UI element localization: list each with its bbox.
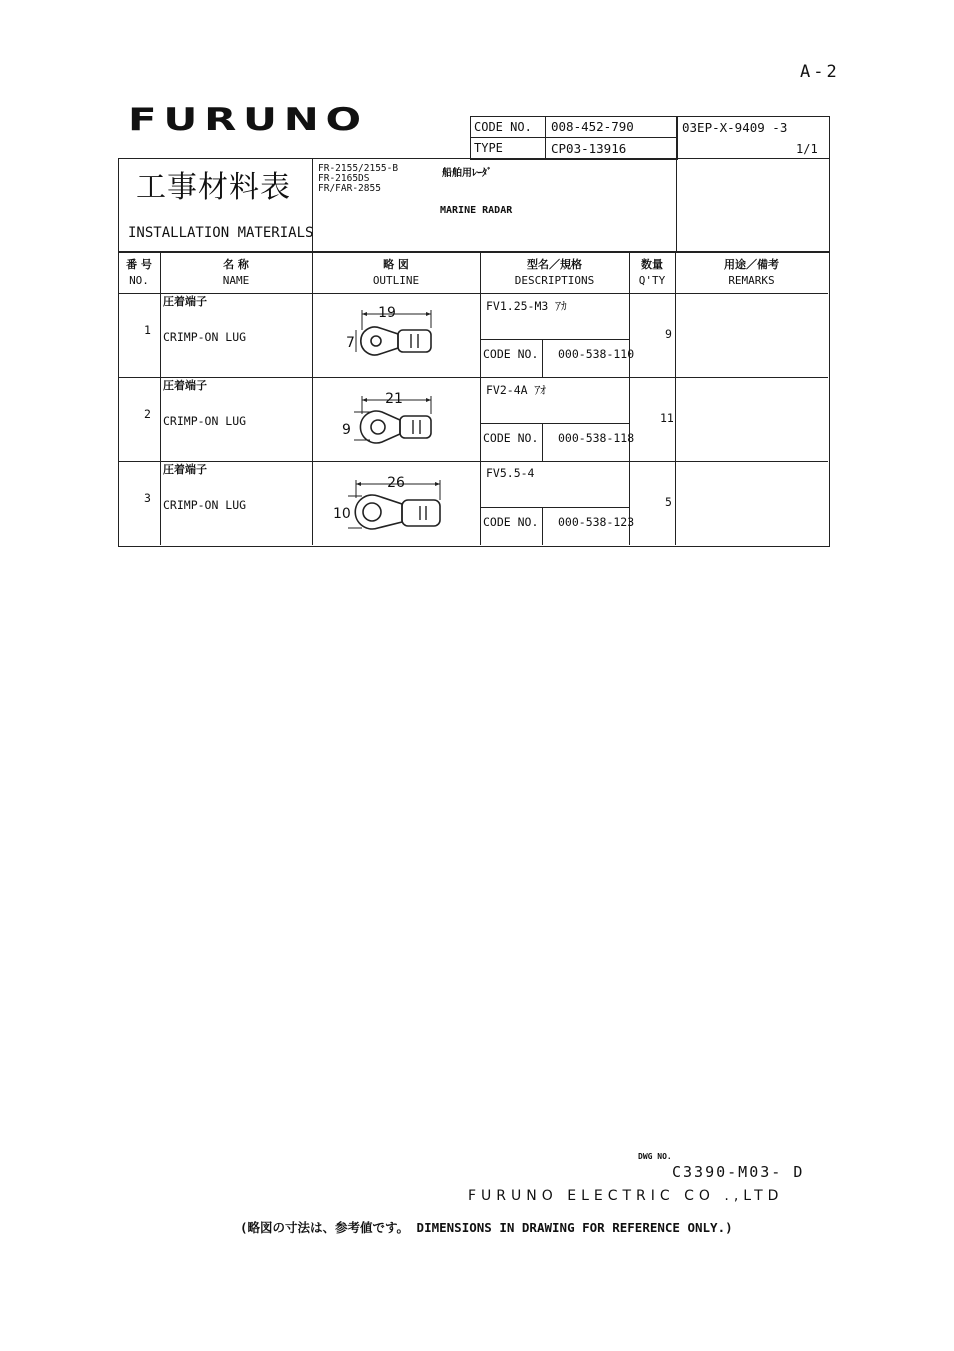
column-outline-en: OUTLINE: [372, 274, 420, 287]
column-header-outline: [312, 256, 480, 287]
model-1: FR-2155/2155-B: [318, 163, 399, 174]
item-qty: 5: [665, 495, 672, 509]
outline-length: 21: [385, 391, 403, 407]
crimp-lug-drawing: [336, 386, 446, 448]
item-code: 000-538-123: [558, 515, 635, 529]
item-name-en: CRIMP-ON LUG: [163, 330, 247, 344]
column-no-en: NO.: [129, 274, 149, 287]
item-name-jp: 圧着端子: [163, 295, 207, 308]
column-header-remarks: [675, 256, 828, 287]
column-header-name: [160, 256, 312, 287]
item-name-en: CRIMP-ON LUG: [163, 498, 247, 512]
outline-length: 19: [378, 305, 396, 321]
title-english: INSTALLATION MATERIALS: [128, 225, 314, 241]
code-label: CODE NO.: [483, 431, 539, 445]
column-qty-en: Q'TY: [638, 274, 666, 287]
outline-width: 7: [346, 335, 355, 351]
type-value: CP03-13916: [551, 141, 627, 156]
type-label: TYPE: [474, 141, 503, 155]
item-name-en: CRIMP-ON LUG: [163, 414, 247, 428]
column-qty-jp: 数量: [641, 258, 663, 271]
code-label: CODE NO.: [483, 347, 539, 361]
item-qty: 9: [665, 327, 672, 341]
item-number: 2: [144, 407, 151, 421]
item-code: 000-538-118: [558, 431, 635, 445]
column-name-jp: 名 称: [223, 258, 249, 271]
logo-text: FURUNO: [128, 102, 368, 138]
page-number: A-2: [800, 62, 840, 82]
column-no-jp: 番 号: [126, 258, 152, 271]
model-2: FR-2165DS: [318, 173, 370, 184]
code-label: CODE NO.: [474, 120, 532, 134]
column-remarks-en: REMARKS: [728, 274, 775, 287]
column-desc-en: DESCRIPTIONS: [514, 274, 595, 287]
outline-length: 26: [387, 475, 405, 491]
item-qty: 11: [660, 411, 674, 425]
sheet-number: 1/1: [796, 142, 818, 156]
outline-width: 10: [333, 506, 351, 522]
item-description: FV2-4A ｱｵ: [486, 383, 546, 397]
column-desc-jp: 型名／規格: [527, 258, 582, 271]
item-description: FV5.5-4: [486, 466, 535, 480]
product-japanese: 船舶用ﾚｰﾀﾞ: [442, 168, 492, 179]
column-header-qty: [629, 256, 675, 287]
column-remarks-jp: 用途／備考: [724, 258, 779, 271]
company-logo: [128, 102, 368, 138]
outline-width: 9: [342, 422, 351, 438]
model-3: FR/FAR-2855: [318, 183, 381, 194]
title-japanese: 工事材料表: [136, 170, 291, 205]
column-name-en: NAME: [222, 274, 250, 287]
item-description: FV1.25-M3 ｱｶ: [486, 299, 567, 313]
crimp-lug-drawing: [330, 470, 450, 534]
drawing-number: C3390-M03- D: [672, 1163, 805, 1181]
product-english: MARINE RADAR: [440, 205, 513, 216]
code-value: 008-452-790: [551, 119, 634, 134]
item-code: 000-538-110: [558, 347, 635, 361]
item-number: 1: [144, 323, 151, 337]
crimp-lug-drawing: [340, 300, 450, 362]
drawing-number-label: DWG NO.: [638, 1152, 672, 1161]
reference-note: (略図の寸法は、参考値です。 DIMENSIONS IN DRAWING FOR REFERENCE ONLY.): [240, 1220, 733, 1235]
column-header-descriptions: [480, 256, 629, 287]
company-name: FURUNO ELECTRIC CO .,LTD: [468, 1188, 784, 1204]
code-label: CODE NO.: [483, 515, 539, 529]
item-number: 3: [144, 491, 151, 505]
item-name-jp: 圧着端子: [163, 379, 207, 392]
column-header-no: [118, 256, 160, 287]
doc-reference: 03EP-X-9409 -3: [682, 120, 788, 135]
model-list: [318, 164, 398, 194]
item-name-jp: 圧着端子: [163, 463, 207, 476]
column-outline-jp: 略 図: [383, 258, 409, 271]
